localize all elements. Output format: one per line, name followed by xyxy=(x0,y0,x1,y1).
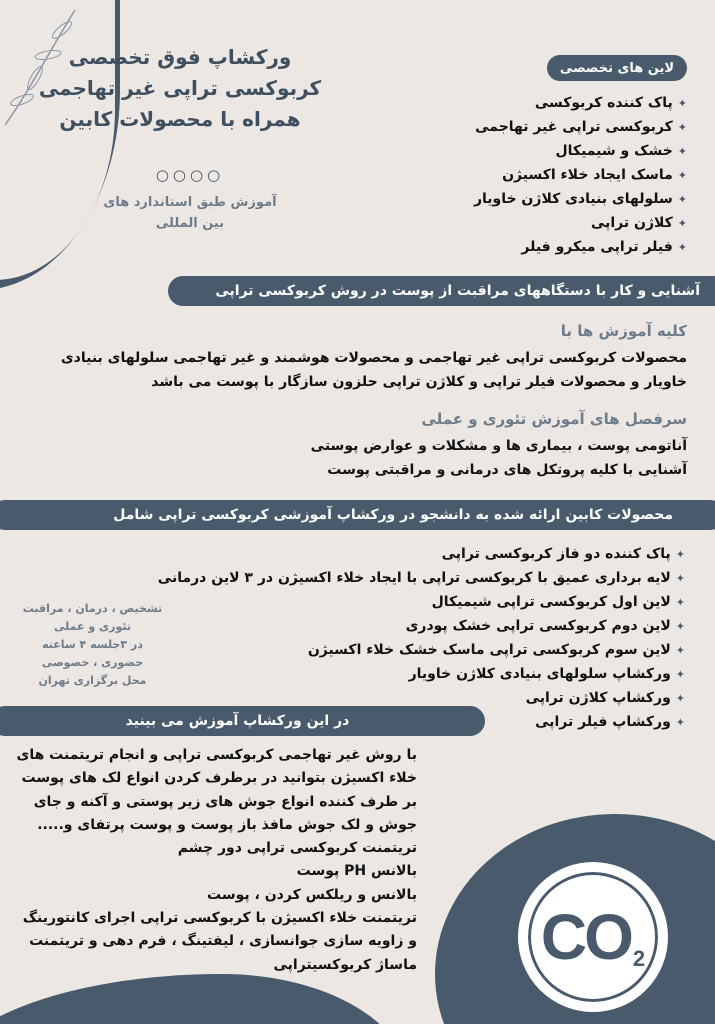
description-line: بالانس PH پوست xyxy=(296,863,417,880)
list-item-label: لایه برداری عمیق با کربوکسی تراپی با ایجاد خلاء اکسیژن در ۳ لاین درمانی xyxy=(157,570,671,586)
bullet-icon: ✦ xyxy=(677,216,687,230)
note-line: در ۳جلسه ۴ ساعته xyxy=(42,638,143,651)
bullet-icon: ✦ xyxy=(675,715,685,729)
list-item xyxy=(65,566,685,590)
list-item-label: کلاژن تراپی xyxy=(590,215,673,231)
bullet-icon: ✦ xyxy=(675,667,685,681)
specialty-label: لاین های تخصصی xyxy=(547,55,687,81)
bullet-icon: ✦ xyxy=(677,144,687,158)
workshop-description xyxy=(17,744,417,977)
description-line: تریتمنت کربوکسی تراپی دور چشم xyxy=(177,840,417,857)
bullet-icon: ✦ xyxy=(675,643,685,657)
list-item-label: فیلر تراپی میکرو فیلر xyxy=(521,239,673,255)
description-line: بر طرف کننده انواع جوش های زیر پوستی و آکنه و جای xyxy=(33,793,417,810)
devices-banner: آشنایی و کار با دستگاههای مراقبت از پوست در روش کربوکسی تراپی xyxy=(168,276,715,306)
description-line: ماساژ کربوکسیتراپی xyxy=(273,956,417,973)
list-item xyxy=(367,235,687,259)
description-line: و زاویه سازی جوانسازی ، لیفتینگ ، فرم دهی و تریتمنت xyxy=(29,933,417,950)
subtitle xyxy=(75,192,305,234)
all-trainings-text: محصولات کربوکسی تراپی غیر تهاجمی و محصولات هوشمند و غیر تهاجمی سلولهای بنیادی خاویار و محصولات فیلر تراپی و کلاژن تراپی حلزون سازگار با پوست می باشد xyxy=(60,350,687,390)
all-trainings-heading: کلیه آموزش ها با xyxy=(560,322,687,340)
bottom-wave-decoration xyxy=(0,974,410,1024)
bullet-icon: ✦ xyxy=(677,120,687,134)
co2-logo-main: CO xyxy=(540,901,631,973)
list-item-label: لاین سوم کربوکسی تراپی ماسک خشک خلاء اکسیژن xyxy=(307,642,671,658)
learn-banner: در این ورکشاپ آموزش می بینید xyxy=(0,706,485,736)
list-item xyxy=(367,163,687,187)
co2-logo-subscript: 2 xyxy=(632,946,646,971)
description-line: با روش غیر تهاجمی کربوکسی تراپی و انجام تریتمنت های xyxy=(16,747,417,763)
list-item xyxy=(65,542,685,566)
dots-decoration: ○○○○ xyxy=(155,166,225,184)
workshop-info-note xyxy=(10,600,175,690)
bullet-icon: ✦ xyxy=(675,571,685,585)
specialty-list xyxy=(367,91,687,259)
list-item xyxy=(367,91,687,115)
subtitle-line: بین المللی xyxy=(155,216,225,231)
list-item-label: لاین اول کربوکسی تراپی شیمیکال xyxy=(431,594,671,610)
main-title xyxy=(20,42,340,135)
list-item-label: لاین دوم کربوکسی تراپی خشک پودری xyxy=(405,618,671,634)
list-item-label: پاک کننده کربوکسی xyxy=(534,95,673,111)
description-line: خلاء اکسیژن بتوانید در برطرف کردن انواع لک های پوست xyxy=(21,770,417,787)
list-item xyxy=(367,139,687,163)
list-item-label: کربوکسی تراپی غیر تهاجمی xyxy=(475,119,673,135)
list-item-label: ماسک ایجاد خلاء اکسیژن xyxy=(502,167,673,183)
description-line: تریتمنت خلاء اکسیژن با کربوکسی تراپی اجرای کانتورینگ xyxy=(22,910,417,927)
bullet-icon: ✦ xyxy=(677,192,687,206)
list-item-label: سلولهای بنیادی کلاژن خاویار xyxy=(473,191,673,207)
list-item-label: خشک و شیمیکال xyxy=(555,143,673,159)
syllabus-heading: سرفصل های آموزش تئوری و عملی xyxy=(421,410,687,428)
bullet-icon: ✦ xyxy=(675,691,685,705)
bullet-icon: ✦ xyxy=(675,619,685,633)
syllabus-text xyxy=(47,434,687,482)
bullet-icon: ✦ xyxy=(677,168,687,182)
list-item-label: ورکشاپ کلاژن تراپی xyxy=(525,690,671,706)
bullet-icon: ✦ xyxy=(675,595,685,609)
description-line: بالانس و ریلکس کردن ، پوست xyxy=(207,886,417,903)
title-line: همراه با محصولات کابین xyxy=(59,107,301,131)
list-item-label: ورکشاپ سلولهای بنیادی کلاژن خاویار xyxy=(408,666,671,682)
syllabus-line: آشنایی با کلیه پروتکل های درمانی و مراقبتی پوست xyxy=(327,462,687,478)
note-line: تئوری و عملی xyxy=(54,620,131,633)
note-line: محل برگزاری تهران xyxy=(38,674,147,687)
list-item xyxy=(367,187,687,211)
list-item-label: ورکشاپ فیلر تراپی xyxy=(535,714,671,730)
note-line: تشخیص ، درمان ، مراقبت xyxy=(22,602,163,615)
subtitle-line: آموزش طبق استاندارد های xyxy=(103,195,277,210)
list-item xyxy=(367,115,687,139)
bullet-icon: ✦ xyxy=(677,96,687,110)
bullet-icon: ✦ xyxy=(675,547,685,561)
description-line: جوش و لک جوش مافذ باز پوست و پوست پرتفای و..... xyxy=(37,816,417,833)
bullet-icon: ✦ xyxy=(677,240,687,254)
products-banner: محصولات کابین ارائه شده به دانشجو در ورکشاپ آموزشی کربوکسی تراپی شامل xyxy=(0,500,715,530)
co2-logo xyxy=(518,862,668,1012)
title-line: کربوکسی تراپی غیر تهاجمی xyxy=(38,76,322,100)
list-item xyxy=(367,211,687,235)
title-line: ورکشاپ فوق تخصصی xyxy=(68,45,292,69)
list-item-label: پاک کننده دو فاز کربوکسی تراپی xyxy=(441,546,671,562)
syllabus-line: آناتومی پوست ، بیماری ها و مشکلات و عوارض پوستی xyxy=(310,438,687,454)
note-line: حضوری ، خصوصی xyxy=(41,656,144,669)
